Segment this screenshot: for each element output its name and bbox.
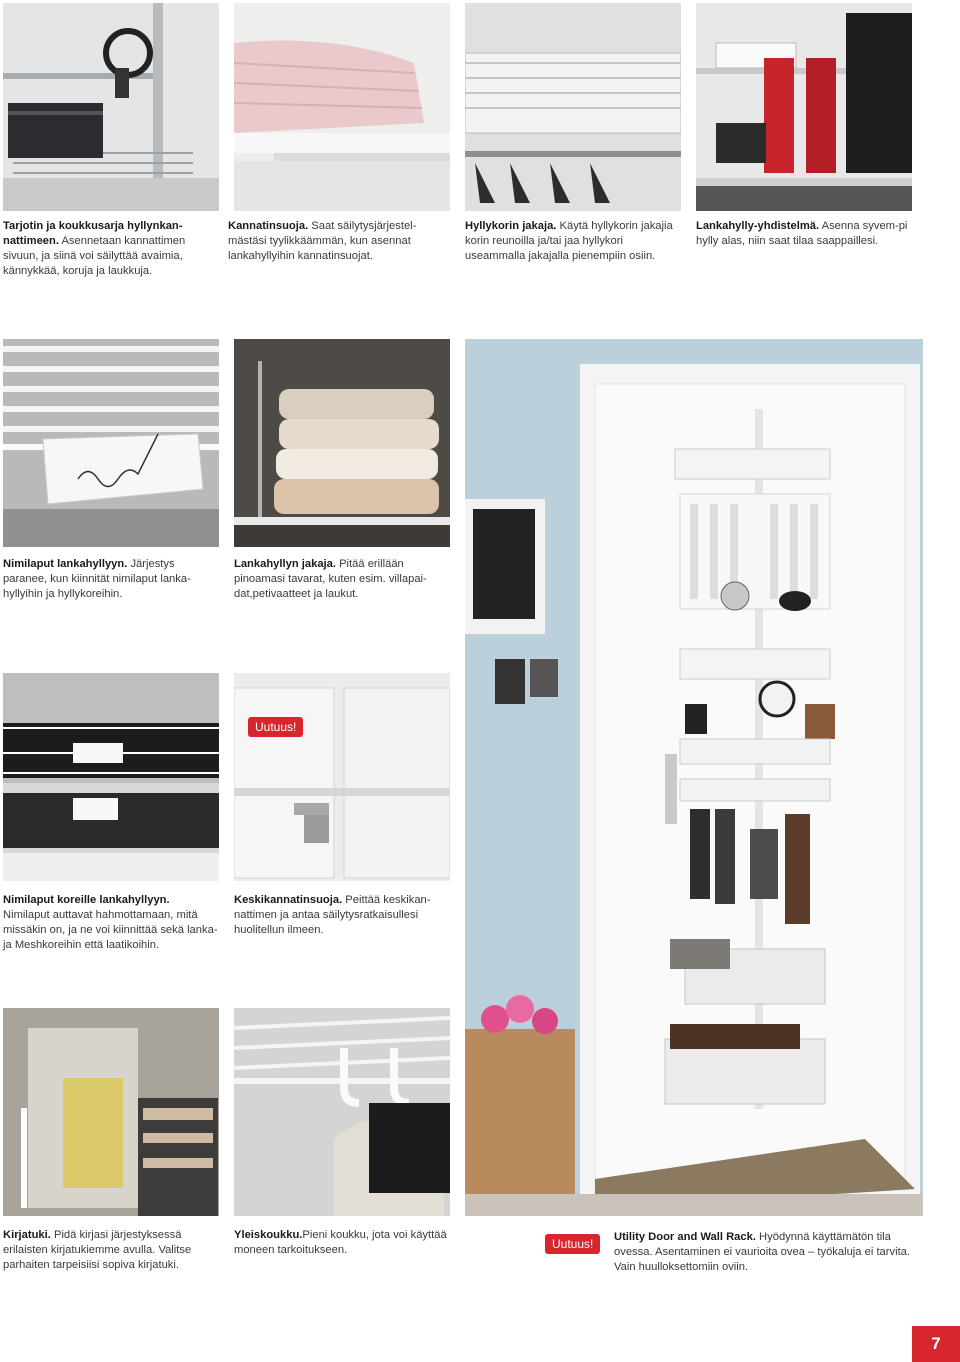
photo-door-wall-rack bbox=[465, 339, 923, 1216]
caption-wire-shelf-divider bbox=[234, 557, 450, 602]
caption-text: Asennetaan kannattimen sivuun, ja siinä voi säilyttää avaimia, kännykkää, koruja ja laukkuja. bbox=[3, 235, 186, 277]
caption-title: Lankahyllyn jakaja. bbox=[234, 558, 336, 570]
caption-text: Pieni koukku, jota voi käyttää moneen tarkoitukseen. bbox=[234, 1229, 447, 1256]
caption-text: Järjestys paranee, kun kiinnität nimilaput lanka-hyllyihin ja hyllykoreihin. bbox=[3, 558, 191, 600]
photo-universal-hook bbox=[234, 1008, 450, 1216]
caption-title: Utility Door and Wall Rack. bbox=[614, 1231, 756, 1243]
caption-middle-bracket-cover bbox=[234, 893, 450, 938]
caption-text: Saat säilytysjärjestel-mästäsi tyylikkäämmän, kun asennat lankahyllyihin kannatinsuojat. bbox=[228, 220, 417, 262]
photo-tray-hooks bbox=[3, 3, 219, 211]
caption-shelf-cover bbox=[228, 219, 444, 264]
caption-basket-divider bbox=[465, 219, 681, 264]
photo-basket-divider bbox=[465, 3, 681, 211]
caption-text: Nimilaput auttavat hahmottamaan, mitä missäkin on, ja ne voi kiinnittää sekä lanka- ja Meshkoreihin että laatikoihin. bbox=[3, 909, 218, 951]
caption-text: Pitää erillään pinoamasi tavarat, kuten esim. villapai-dat,petivaatteet ja laukut. bbox=[234, 558, 427, 600]
photo-wire-shelf-combo bbox=[696, 3, 912, 211]
caption-basket-labels bbox=[3, 893, 219, 953]
photo-wire-shelf-divider bbox=[234, 339, 450, 547]
caption-title: Hyllykorin jakaja. bbox=[465, 220, 557, 232]
caption-title: Yleiskoukku. bbox=[234, 1229, 303, 1241]
photo-book-end bbox=[3, 1008, 219, 1216]
caption-title: Nimilaput koreille lankahyllyyn. bbox=[3, 894, 170, 906]
caption-text: Pidä kirjasi järjestyksessä erilaisten kirjatukiemme avulla. Valitse parhaiten tarpeisiisi sopiva kirjatuki. bbox=[3, 1229, 192, 1271]
photo-shelf-cover bbox=[234, 3, 450, 211]
caption-wire-shelf-labels bbox=[3, 557, 219, 602]
photo-wire-shelf-labels bbox=[3, 339, 219, 547]
caption-door-wall-rack bbox=[614, 1230, 922, 1275]
caption-wire-shelf-combo bbox=[696, 219, 922, 249]
photo-basket-labels bbox=[3, 673, 219, 881]
caption-title: Kannatinsuoja. bbox=[228, 220, 309, 232]
new-badge: Uutuus! bbox=[248, 717, 303, 737]
caption-title: Keskikannatinsuoja. bbox=[234, 894, 343, 906]
caption-book-end bbox=[3, 1228, 219, 1273]
caption-text: Asenna syvem-pi hylly alas, niin saat tilaa saappaillesi. bbox=[696, 220, 908, 247]
page-number: 7 bbox=[912, 1326, 960, 1362]
caption-title: Lankahylly-yhdistelmä. bbox=[696, 220, 820, 232]
caption-universal-hook bbox=[234, 1228, 450, 1258]
caption-title: Tarjotin ja koukkusarja hyllynkan-nattimeen. bbox=[3, 220, 183, 247]
caption-text: Hyödynnä käyttämätön tila ovessa. Asentaminen ei vaurioita ovea – työkaluja ei tarvita. Vain huulloksettomiin oviin. bbox=[614, 1231, 911, 1273]
caption-title: Nimilaput lankahyllyyn. bbox=[3, 558, 128, 570]
caption-text: Peittää keskikan-nattimen ja antaa säilytysratkaisullesi huolitellun ilmeen. bbox=[234, 894, 431, 936]
caption-text: Käytä hyllykorin jakajia korin reunoilla ja/tai jaa hyllykori useammalla jakajalla pienempiin osiin. bbox=[465, 220, 673, 262]
caption-title: Kirjatuki. bbox=[3, 1229, 51, 1241]
caption-tray-hooks bbox=[3, 219, 219, 279]
new-badge: Uutuus! bbox=[545, 1234, 600, 1254]
photo-middle-bracket-cover bbox=[234, 673, 450, 881]
